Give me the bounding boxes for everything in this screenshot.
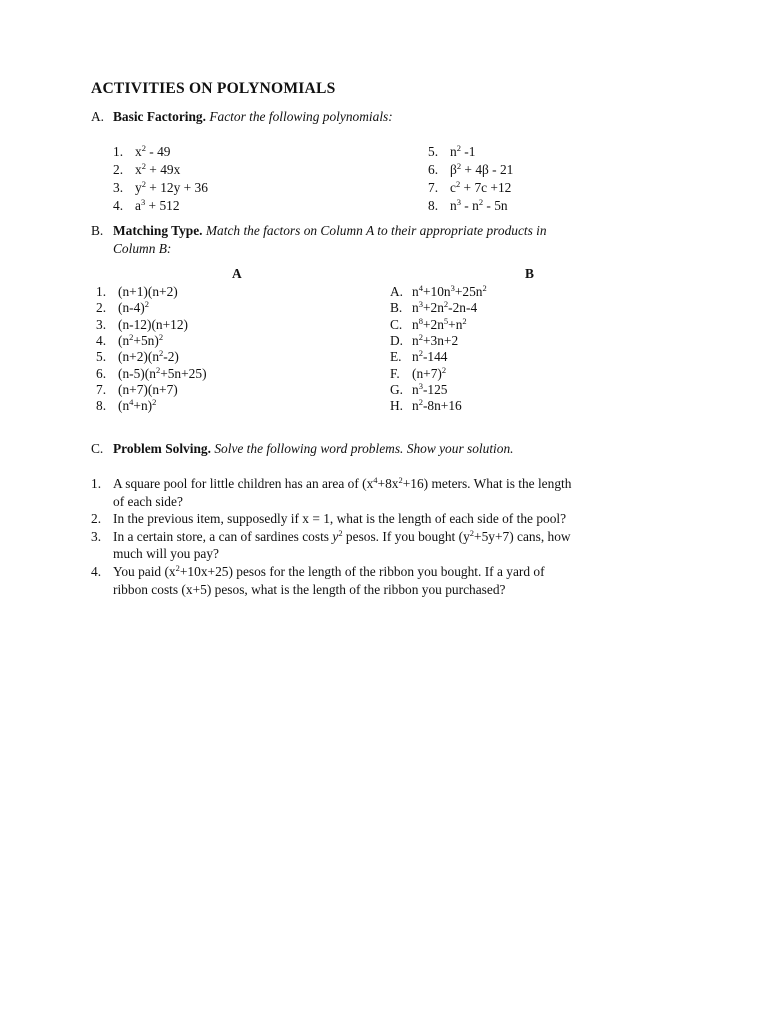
problem-number: 3. <box>91 528 102 544</box>
item-number: 6. <box>428 162 439 177</box>
factoring-item <box>428 197 508 215</box>
problem-text: of each side? <box>113 493 183 509</box>
section-b-instruction: Match the factors on Column A to their appropriate products in <box>205 223 547 238</box>
section-b-letter: B. <box>91 223 104 238</box>
problem-item <box>91 581 505 599</box>
section-a-instruction: Factor the following polynomials: <box>209 109 393 124</box>
section-c-letter: C. <box>91 441 104 456</box>
factoring-item <box>113 179 208 197</box>
factoring-item <box>113 161 180 179</box>
item-number: 4. <box>96 332 107 348</box>
item-expression: $y^2 + 12y + 36$ <box>135 179 208 195</box>
column-b-item <box>390 348 448 366</box>
column-a-header: A <box>232 266 242 281</box>
item-expression: $n^8+2n^5+n^2$ <box>412 315 467 332</box>
problem-item <box>91 493 183 511</box>
section-a-name: Basic Factoring. <box>113 109 206 124</box>
factoring-item <box>113 143 171 161</box>
problem-number: 2. <box>91 511 102 527</box>
column-a-item <box>96 365 207 383</box>
problem-text: A square pool for little children has an area of $(x^4+8x^2+16)$ meters. What is the length <box>113 475 572 491</box>
item-number: 6. <box>96 365 107 381</box>
item-expression: $n^2-8n+16$ <box>412 397 462 414</box>
factoring-item <box>428 143 475 161</box>
item-expression: $n^3 - n^2 - 5n$ <box>450 197 508 213</box>
item-number: 2. <box>113 162 124 177</box>
item-number: H. <box>390 398 404 414</box>
column-a-item <box>96 381 178 399</box>
item-expression: (n+1)(n+2) <box>118 284 178 299</box>
factoring-item <box>113 197 180 215</box>
factoring-item <box>428 179 511 197</box>
section-b-name: Matching Type. <box>113 223 203 238</box>
item-expression: $(n^4+n)^2$ <box>118 397 157 414</box>
problem-text: In a certain store, a can of sardines costs $y^2$ pesos. If you bought $(y^2+5y+7)$ cans, how <box>113 527 571 544</box>
problem-item <box>91 528 571 546</box>
item-number: 4. <box>113 198 124 213</box>
item-expression: $(n+2)(n^2-2)$ <box>118 348 179 365</box>
item-number: 3. <box>96 316 107 332</box>
item-expression: $(n^2+5n)^2$ <box>118 331 164 348</box>
item-number: E. <box>390 349 402 365</box>
item-expression: $n^2$ -1 <box>450 143 476 159</box>
column-b-item <box>390 332 458 350</box>
column-b-item <box>390 365 446 383</box>
item-number: 7. <box>96 381 107 397</box>
item-number: 1. <box>113 144 124 159</box>
column-b-item <box>390 397 462 415</box>
section-b-heading <box>91 222 547 240</box>
item-expression: $(n-5)(n^2+5n+25)$ <box>118 364 207 381</box>
problem-item <box>91 475 571 493</box>
column-a-item <box>96 332 163 350</box>
item-number: 1. <box>96 284 107 299</box>
item-number: 3. <box>113 180 124 195</box>
item-expression: $n^3+2n^2-2n-4$ <box>412 299 478 316</box>
item-number: F. <box>390 365 400 381</box>
item-expression: $n^3-125$ <box>412 380 448 397</box>
problem-item <box>91 510 566 528</box>
page-title: ACTIVITIES ON POLYNOMIALS <box>91 80 336 97</box>
column-b-item <box>390 381 448 399</box>
item-expression: $n^2+3n+2$ <box>412 331 459 348</box>
item-number: 2. <box>96 300 107 316</box>
column-b-header: B <box>525 266 534 281</box>
item-expression: $n^4+10n^3+25n^2$ <box>412 283 487 299</box>
problem-item <box>91 545 219 563</box>
item-number: G. <box>390 381 404 397</box>
problem-text: In the previous item, supposedly if x = 1, what is the length of each side of the pool? <box>113 511 567 527</box>
item-expression: $n^2-144$ <box>412 348 448 365</box>
section-b-instruction-cont: Column B: <box>113 241 172 256</box>
item-number: 5. <box>96 349 107 365</box>
item-expression: $(n+7)^2$ <box>412 364 447 381</box>
item-number: B. <box>390 300 403 316</box>
item-expression: (n-12)(n+12) <box>118 316 189 332</box>
section-c-instruction: Solve the following word problems. Show your solution. <box>214 441 514 456</box>
item-expression: $c^2 + 7c +12$ <box>450 179 512 195</box>
item-number: 5. <box>428 144 439 159</box>
problem-text: You paid $(x^2+10x+25)$ pesos for the length of the ribbon you bought. If a yard of <box>113 563 545 579</box>
column-b-item <box>390 283 487 301</box>
item-number: 7. <box>428 180 439 195</box>
column-a-item <box>96 283 178 301</box>
problem-text: much will you pay? <box>113 546 219 562</box>
item-number: A. <box>390 284 404 299</box>
item-expression: (n+7)(n+7) <box>118 381 178 397</box>
problem-item <box>91 563 545 581</box>
section-a-letter: A. <box>91 109 105 124</box>
column-b-item <box>390 299 477 317</box>
item-expression: $\beta^2 + 4\beta - 21$ <box>450 161 514 177</box>
section-a-heading <box>91 108 393 126</box>
item-expression: $x^2 + 49x$ <box>135 161 181 177</box>
item-number: C. <box>390 316 403 332</box>
item-number: 8. <box>96 398 107 414</box>
problem-number: 4. <box>91 564 102 579</box>
section-c-name: Problem Solving. <box>113 441 211 456</box>
item-expression: $(n-4)^2$ <box>118 299 150 316</box>
item-expression: $a^3 + 512$ <box>135 197 180 213</box>
problem-text: ribbon costs (x+5) pesos, what is the length of the ribbon you purchased? <box>113 581 506 597</box>
item-expression: $x^2 - 49$ <box>135 143 171 159</box>
column-a-item <box>96 348 179 366</box>
column-b-item <box>390 316 467 334</box>
problem-number: 1. <box>91 476 102 491</box>
column-a-item <box>96 316 188 334</box>
column-a-item <box>96 299 149 317</box>
factoring-item <box>428 161 513 179</box>
section-c-heading <box>91 440 514 458</box>
item-number: 8. <box>428 198 439 213</box>
column-a-item <box>96 397 156 415</box>
item-number: D. <box>390 332 404 348</box>
